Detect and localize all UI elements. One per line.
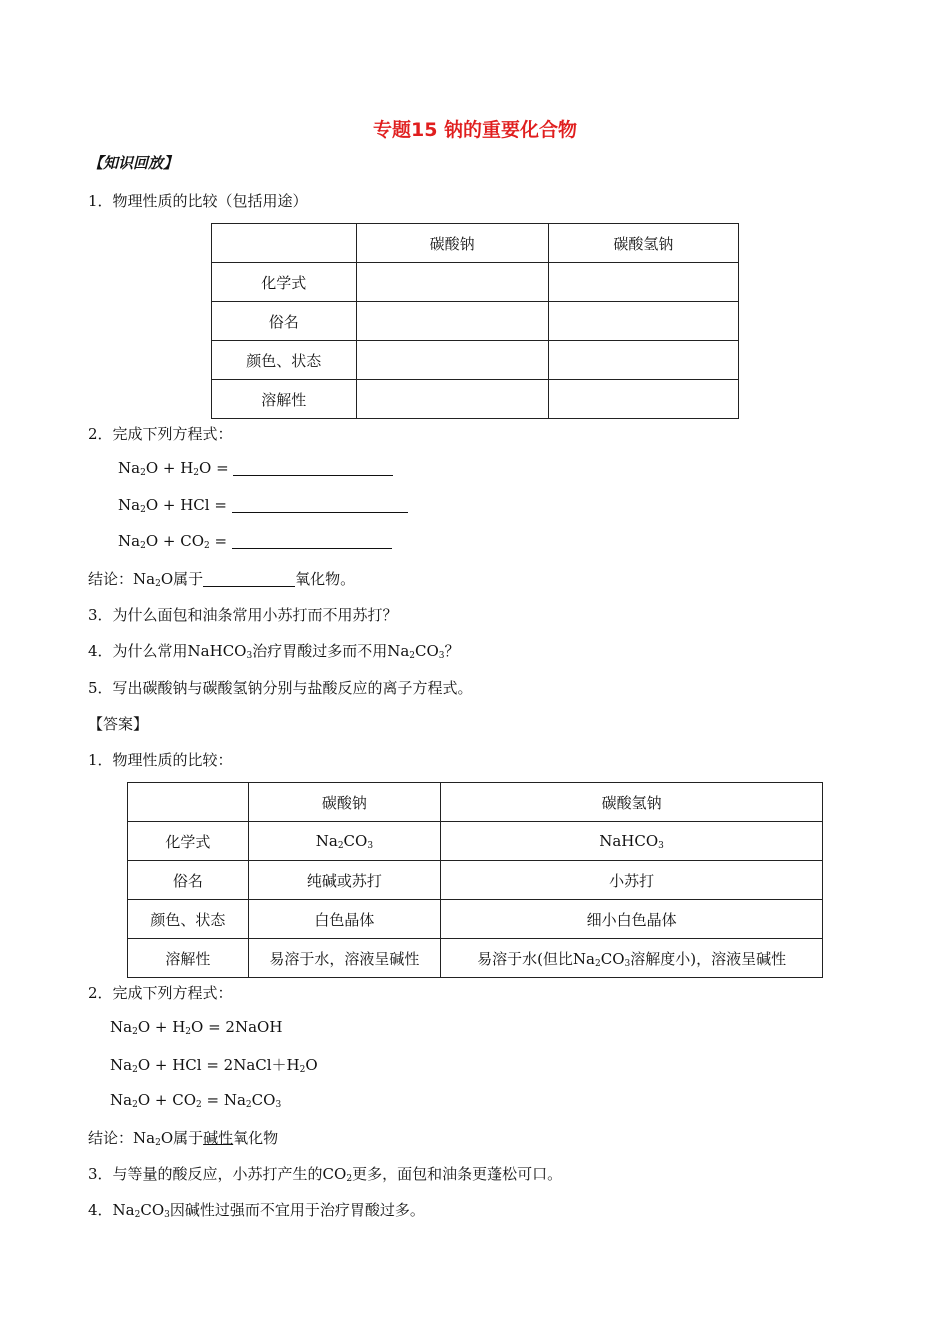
- answer-blank[interactable]: [203, 572, 295, 587]
- review-table-cell: [356, 263, 548, 302]
- review-table-header-sodium-bicarbonate: 碳酸氢钠: [548, 224, 738, 263]
- review-equation-1: $Na_2O + H_2O$ =: [118, 459, 393, 478]
- review-table: [211, 223, 739, 419]
- review-table-header-empty: [212, 224, 357, 263]
- review-question-5: 5．写出碳酸钠与碳酸氢钠分别与盐酸反应的离子方程式。: [88, 679, 473, 697]
- review-question-4: 4．为什么常用NaHCO$_3$治疗胃酸过多而不用$Na_2CO_3$？: [88, 642, 460, 661]
- answer-table-header-empty: [128, 783, 249, 822]
- answer-table-row-label: 溶解性: [128, 939, 249, 978]
- answer-3: 3．与等量的酸反应，小苏打产生的$CO_2$更多，面包和油条更蓬松可口。: [88, 1165, 563, 1184]
- review-question-2: 2．完成下列方程式：: [88, 425, 233, 443]
- review-table-row-label: 颜色、状态: [212, 341, 357, 380]
- review-table-cell: [356, 380, 548, 419]
- answer-table-header-sodium-bicarbonate: 碳酸氢钠: [441, 783, 823, 822]
- review-equation-3: $Na_2O + CO_2$ =: [118, 532, 392, 551]
- answer-table-row-label: 化学式: [128, 822, 249, 861]
- review-table-row-label: 俗名: [212, 302, 357, 341]
- answer-table-cell: 细小白色晶体: [441, 900, 823, 939]
- answer-table-cell: 白色晶体: [248, 900, 441, 939]
- review-question-1: 1．物理性质的比较（包括用途）: [88, 192, 308, 210]
- review-table-header-sodium-carbonate: 碳酸钠: [356, 224, 548, 263]
- review-table-cell: [548, 263, 738, 302]
- answer-blank[interactable]: [232, 498, 408, 513]
- answer-table-header-sodium-carbonate: 碳酸钠: [248, 783, 441, 822]
- review-table-cell: [356, 341, 548, 380]
- review-table-row-label: 溶解性: [212, 380, 357, 419]
- review-table-row-label: 化学式: [212, 263, 357, 302]
- review-equation-2: $Na_2O$ + HCl =: [118, 496, 408, 515]
- review-heading: 【知识回放】: [88, 154, 179, 172]
- answer-equation-3: $Na_2O + CO_2 = Na_2CO_3$: [110, 1091, 282, 1110]
- answer-table: [127, 782, 823, 978]
- answer-table-cell: 小苏打: [441, 861, 823, 900]
- answer-2: 2．完成下列方程式：: [88, 984, 233, 1002]
- answer-equation-2: $Na_2O$ + HCl = $2NaCl+H_2O$: [110, 1056, 318, 1075]
- page-title: 专题15 钠的重要化合物: [372, 119, 578, 141]
- answer-table-cell: 纯碱或苏打: [248, 861, 441, 900]
- answer-blank[interactable]: [233, 461, 393, 476]
- review-table-cell: [548, 302, 738, 341]
- answer-blank[interactable]: [232, 534, 392, 549]
- answer-table-cell-formula-na2co3: $Na_2CO_3$: [248, 822, 441, 861]
- review-table-cell: [356, 302, 548, 341]
- answer-conclusion: 结论：$Na_2O$属于碱性氧化物: [88, 1129, 279, 1148]
- review-table-cell: [548, 380, 738, 419]
- review-conclusion: 结论：$Na_2O$属于 氧化物。: [88, 570, 356, 589]
- answer-table-cell-formula-nahco3: NaHCO$_3$: [441, 822, 823, 861]
- answer-table-cell-solubility: 易溶于水(但比$Na_2CO_3$溶解度小)，溶液呈碱性: [441, 939, 823, 978]
- answer-table-row-label: 颜色、状态: [128, 900, 249, 939]
- answer-conclusion-underlined: 碱性: [203, 1129, 234, 1147]
- review-table-cell: [548, 341, 738, 380]
- answer-heading: 【答案】: [88, 715, 149, 733]
- answer-4: 4．$Na_2CO_3$因碱性过强而不宜用于治疗胃酸过多。: [88, 1201, 425, 1220]
- answer-equation-1: $Na_2O + H_2O$ = 2NaOH: [110, 1018, 283, 1037]
- answer-table-row-label: 俗名: [128, 861, 249, 900]
- answer-1: 1．物理性质的比较：: [88, 751, 233, 769]
- review-question-3: 3．为什么面包和油条常用小苏打而不用苏打？: [88, 606, 398, 624]
- answer-table-cell: 易溶于水，溶液呈碱性: [248, 939, 441, 978]
